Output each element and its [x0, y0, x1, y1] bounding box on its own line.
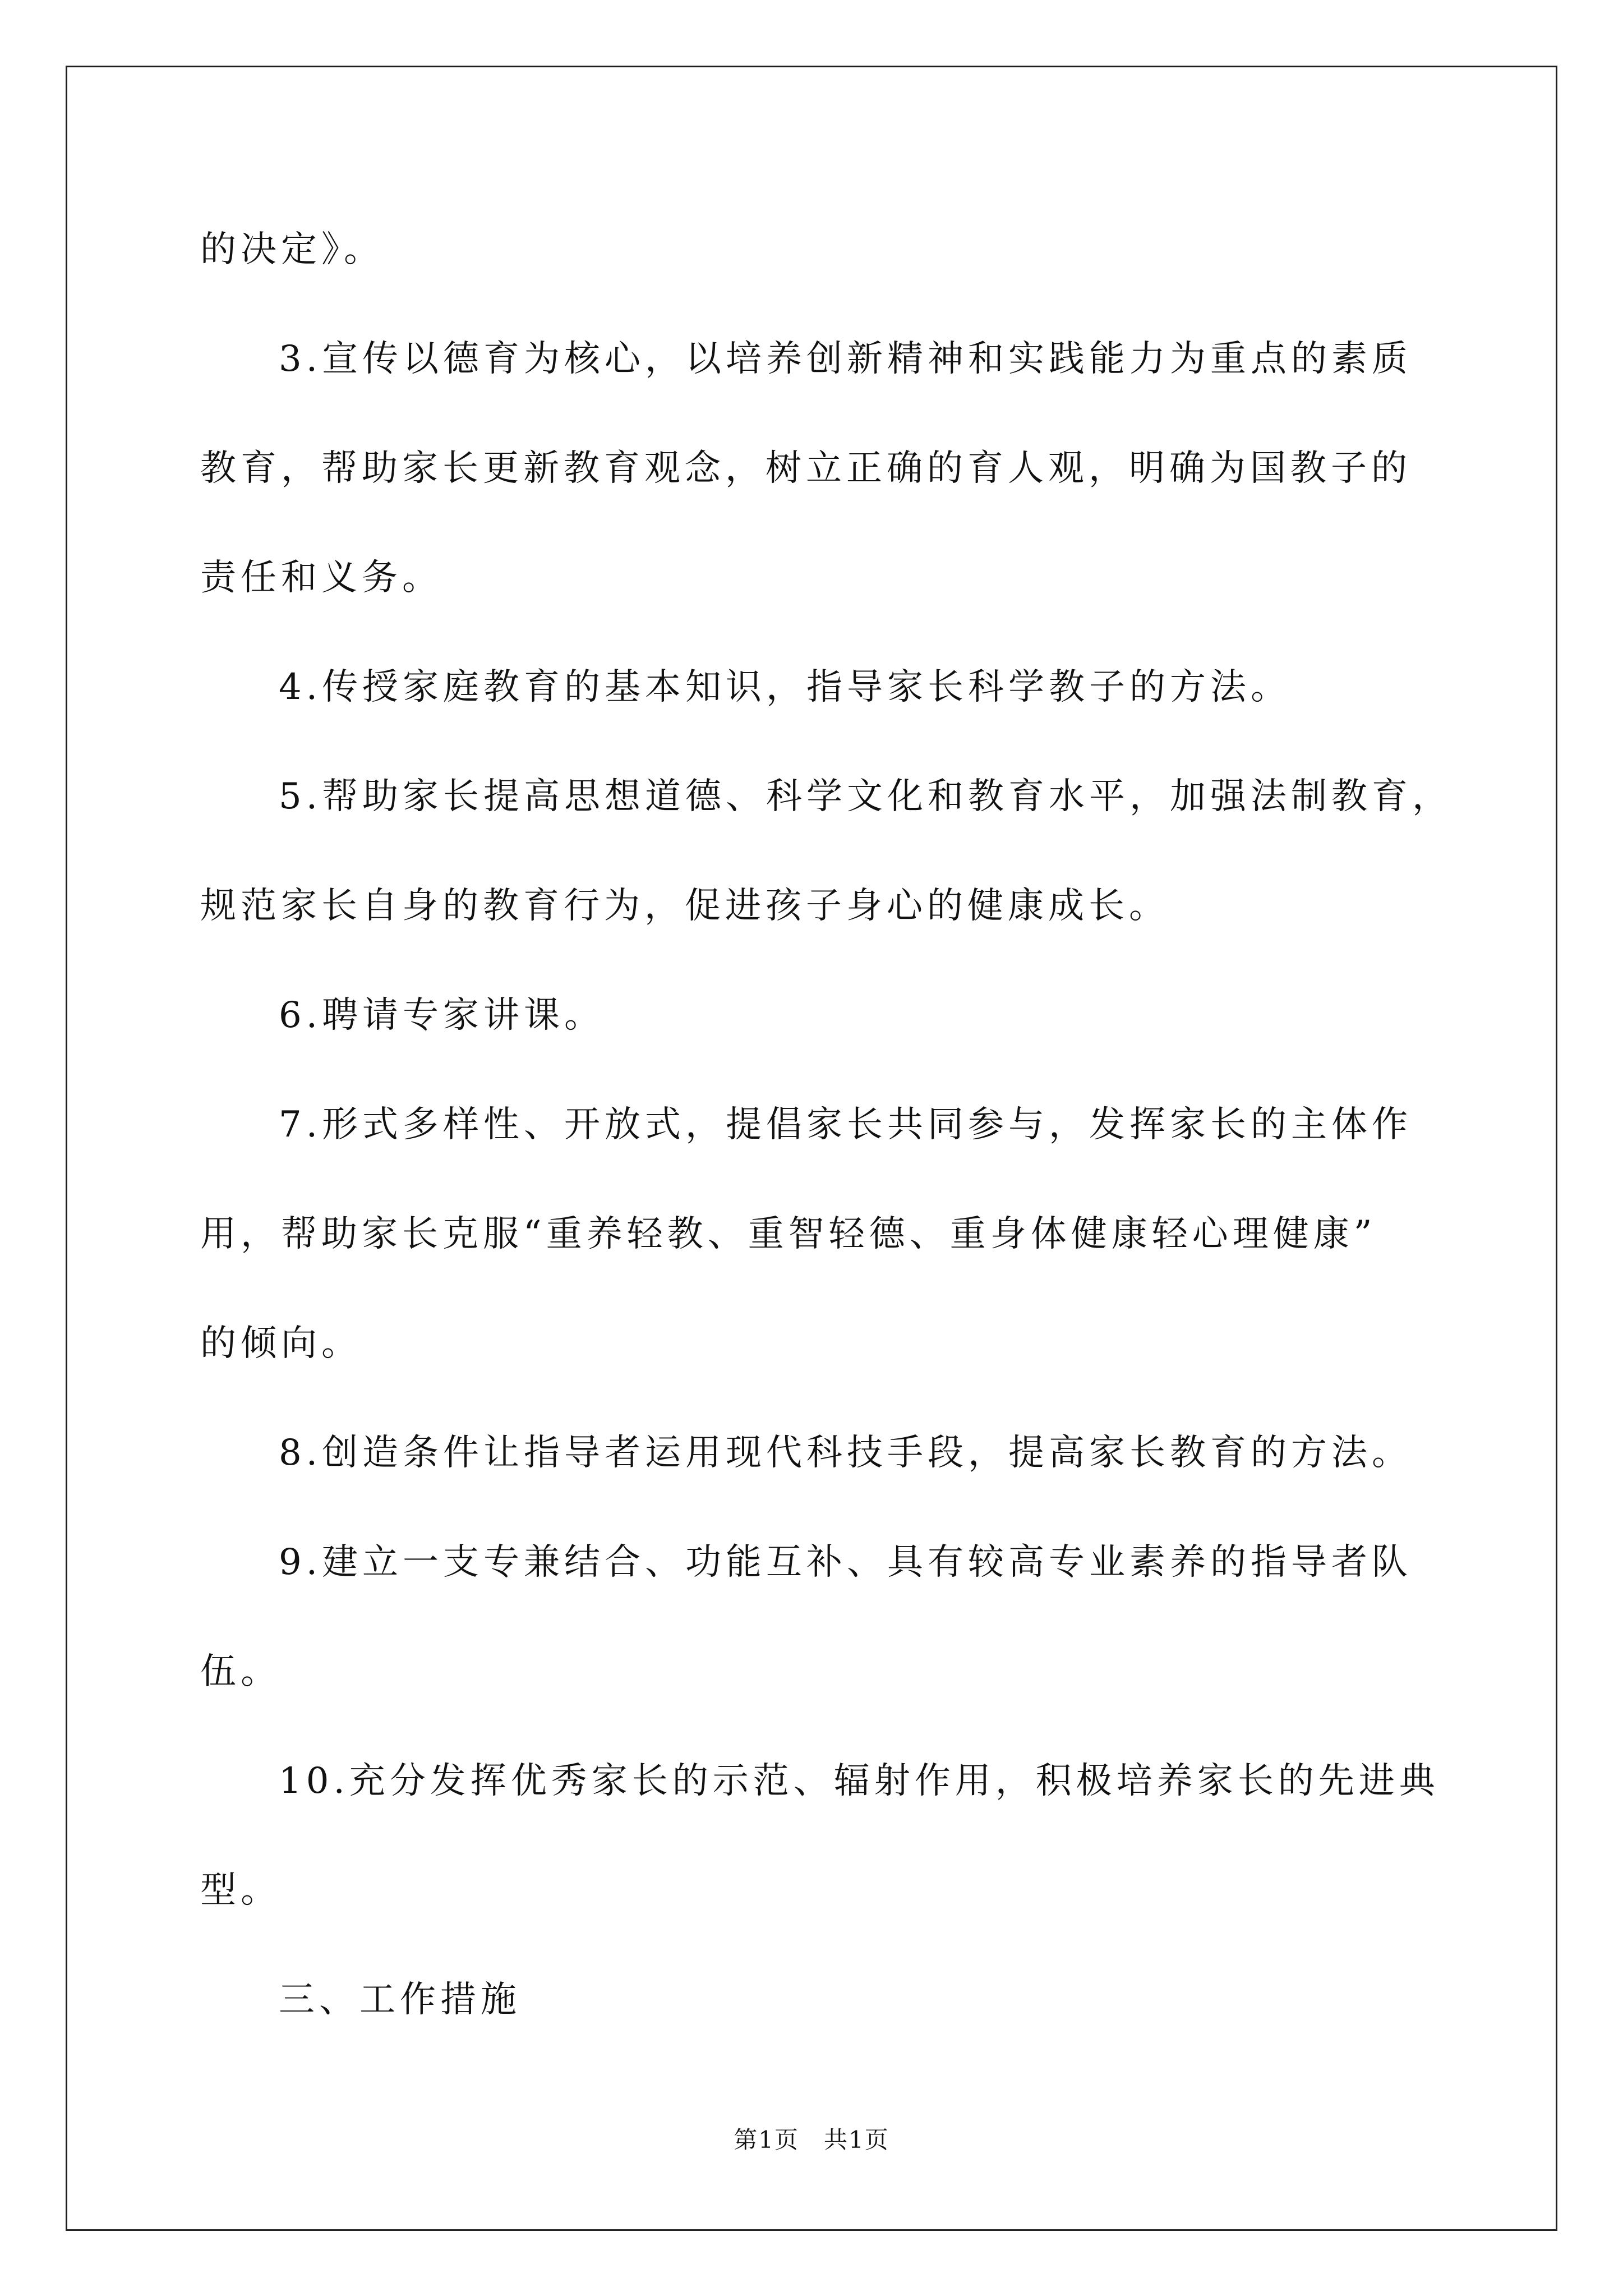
list-item-8: 8.创造条件让指导者运用现代科技手段，提高家长教育的方法。 — [279, 1432, 1413, 1474]
text-line: 的决定》。 — [200, 229, 384, 270]
list-item-3: 3.宣传以德育为核心，以培养创新精神和实践能力为重点的素质 — [279, 338, 1413, 380]
section-heading: 三、工作措施 — [279, 1979, 521, 2021]
text-line: 用，帮助家长克服“重养轻教、重智轻德、重身体健康轻心理健康” — [200, 1213, 1377, 1255]
list-item-10: 10.充分发挥优秀家长的示范、辐射作用，积极培养家长的先进典 — [279, 1760, 1440, 1802]
text-line: 的倾向。 — [200, 1323, 362, 1364]
list-item-4: 4.传授家庭教育的基本知识，指导家长科学教子的方法。 — [279, 666, 1292, 708]
text-line: 型。 — [200, 1870, 281, 1911]
text-line: 规范家长自身的教育行为，促进孩子身心的健康成长。 — [200, 885, 1169, 927]
text-line: 伍。 — [200, 1651, 281, 1692]
text-line: 责任和义务。 — [200, 557, 442, 599]
page-footer: 第1页 共1页 — [734, 2126, 889, 2154]
text-line: 教育，帮助家长更新教育观念，树立正确的育人观，明确为国教子的 — [200, 448, 1412, 489]
list-item-9: 9.建立一支专兼结合、功能互补、具有较高专业素养的指导者队 — [279, 1542, 1413, 1583]
list-item-7: 7.形式多样性、开放式，提倡家长共同参与，发挥家长的主体作 — [279, 1104, 1413, 1145]
list-item-6: 6.聘请专家讲课。 — [279, 995, 605, 1036]
list-item-5: 5.帮助家长提高思想道德、科学文化和教育水平，加强法制教育， — [279, 776, 1453, 817]
